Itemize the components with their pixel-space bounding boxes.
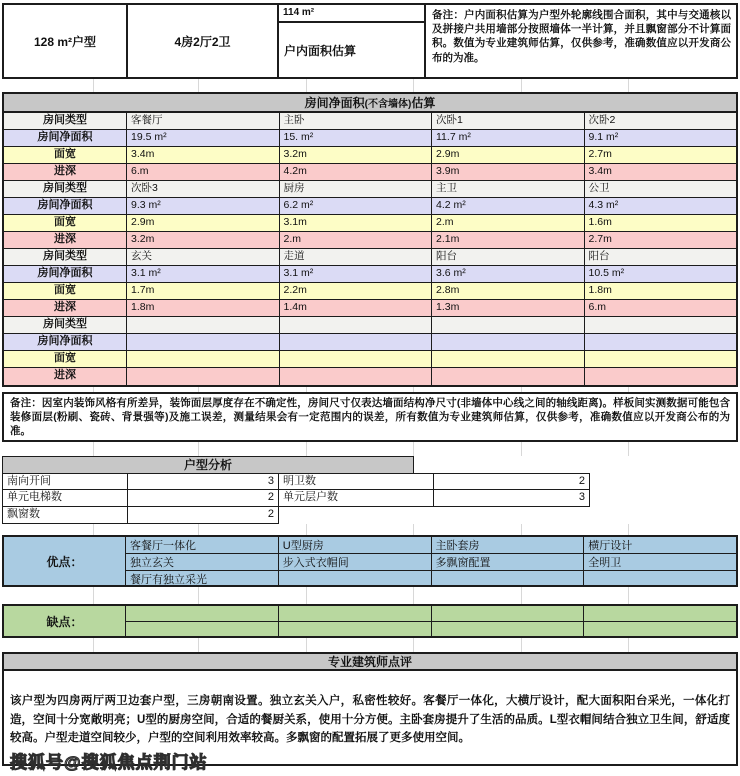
cons-cell — [126, 622, 279, 637]
area-row-label: 房间净面积 — [4, 130, 127, 146]
analysis-table — [2, 456, 590, 524]
area-cell: 3.2m — [280, 147, 433, 163]
area-cell: 2.7m — [588, 233, 612, 245]
pros-row — [126, 537, 736, 554]
area-table-title-sub: (不含墙体) — [364, 99, 412, 110]
area-cell: 6.m — [127, 164, 280, 180]
cons-cell — [279, 606, 432, 621]
area-cell: 10.5 m² — [588, 267, 625, 279]
area-cell: 主卫 — [432, 181, 585, 197]
pros-cell — [584, 571, 736, 587]
area-cell — [585, 351, 737, 367]
area-cell: 2.m — [280, 232, 433, 248]
area-cell — [280, 351, 433, 367]
area-table-row — [4, 147, 736, 164]
cons-row — [126, 606, 736, 622]
area-cell: 2.9m — [432, 147, 585, 163]
pros-cell: 客餐厅一体化 — [126, 537, 279, 553]
area-cell — [127, 317, 280, 333]
pros-rows — [126, 537, 736, 585]
area-row-label: 房间净面积 — [4, 266, 127, 282]
cons-row — [126, 622, 736, 637]
pros-cell: 主卧套房 — [432, 537, 585, 553]
cons-cell — [126, 606, 279, 621]
area-cell: 玄关 — [127, 249, 280, 265]
area-row-label: 进深 — [4, 300, 127, 316]
area-cell: 次卧2 — [588, 114, 616, 126]
sheet-gap — [0, 79, 740, 92]
area-table-row — [4, 215, 736, 232]
pros-cell: 独立玄关 — [126, 554, 279, 570]
area-cell: 3.9m — [432, 164, 585, 180]
area-row-label: 进深 — [4, 368, 127, 385]
inner-area-value: 114 m² — [279, 5, 424, 23]
area-cell: 2.1m — [432, 232, 585, 248]
area-cell: 1.4m — [280, 300, 433, 316]
analysis-label: 单元电梯数 — [2, 490, 128, 507]
pros-row — [126, 554, 736, 571]
area-table-row — [4, 130, 736, 147]
area-table-row — [4, 351, 736, 368]
area-cell: 阳台 — [432, 249, 585, 265]
area-table-row — [4, 232, 736, 249]
area-cell: 2.2m — [280, 283, 433, 299]
cons-cell — [279, 622, 432, 637]
area-table-row — [4, 198, 736, 215]
pros-cell: 横厅设计 — [588, 540, 633, 553]
area-cell — [280, 334, 433, 350]
area-cell: 6.2 m² — [280, 198, 433, 214]
area-cell — [127, 351, 280, 367]
analysis-value: 2 — [128, 507, 279, 524]
area-cell: 11.7 m² — [432, 130, 585, 146]
area-cell: 主卧 — [280, 113, 433, 129]
pros-row — [126, 571, 736, 587]
area-cell: 2.m — [432, 215, 585, 231]
area-cell: 3.1m — [280, 215, 433, 231]
area-row-label: 房间净面积 — [4, 334, 127, 350]
area-cell: 9.3 m² — [127, 198, 280, 214]
header-note: 备注：户内面积估算为户型外轮廓线围合面积，其中与交通核以及拼接户共用墙部分按照墙体一半计算，并且飘窗部分不计算面积。数值为专业建筑师估算，仅供参考，准确数值应以开发商公布的为准。 — [432, 9, 731, 64]
pros-cell — [279, 571, 432, 587]
area-row-label: 房间类型 — [4, 249, 127, 265]
area-cell: 客餐厅 — [127, 113, 280, 129]
area-cell: 次卧3 — [127, 181, 280, 197]
layout-cell: 4房2厅2卫 — [128, 5, 279, 77]
area-table-row — [4, 283, 736, 300]
area-cell — [280, 368, 433, 385]
sohu-watermark: 搜狐号@搜狐焦点荆门站 — [10, 752, 208, 772]
area-row-label: 面宽 — [4, 215, 127, 231]
area-cell: 1.7m — [127, 283, 280, 299]
area-cell: 19.5 m² — [127, 130, 280, 146]
floorplan-analysis-sheet — [0, 3, 740, 772]
area-row-label: 进深 — [4, 232, 127, 248]
review-text: 该户型为四房两厅两卫边套户型，三房朝南设置。独立玄关入户，私密性较好。客餐厅一体化，大横厅设计，配大面积阳台采光，一体化打造，空间十分宽敞明亮；U型的厨房空间，合适的餐厨关系，使用十分方便。主卧套房提升了生活的品质。L型衣帽间结合独立卫生间，舒适度较高。户型走道空间较少，户型的空间利用效率较高。多飘窗的配置拓展了更多使用空间。 — [10, 695, 730, 745]
area-table-row — [4, 266, 736, 283]
area-cell: 公卫 — [588, 182, 610, 194]
area-cell: 3.1 m² — [280, 266, 433, 282]
pros-block — [2, 535, 738, 587]
unit-type-cell: 128 m²户型 — [4, 5, 128, 77]
pros-cell: 多飘窗配置 — [432, 554, 585, 570]
pros-cell: 步入式衣帽间 — [279, 554, 432, 570]
area-table-title — [4, 94, 736, 113]
area-cell: 6.m — [588, 301, 607, 313]
pros-cell: U型厨房 — [279, 537, 432, 553]
header-table — [2, 3, 738, 79]
area-cell: 4.2m — [280, 164, 433, 180]
review-box — [2, 669, 738, 772]
area-row-label: 房间类型 — [4, 181, 127, 197]
area-table-row — [4, 368, 736, 385]
area-row-label: 房间净面积 — [4, 198, 127, 214]
area-cell: 3.4m — [588, 165, 612, 177]
analysis-value: 2 — [434, 473, 590, 490]
area-cell: 2.8m — [432, 283, 585, 299]
area-row-label: 面宽 — [4, 283, 127, 299]
mid-note: 备注：因室内装饰风格有所差异，装饰面层厚度存在不确定性，房间尺寸仅表达墙面结构净尺寸(非墙体中心线之间的轴线距离)。样板间实测数据可能包含装修面层(粉刷、瓷砖、背景强等)及施工误差，测量结果会有一定范围内的误差，所有数值为专业建筑师估算，仅供参考，准确数值应以开发商公布的为准。 — [2, 392, 738, 442]
area-cell — [280, 317, 433, 333]
area-cell: 1.8m — [588, 284, 612, 296]
area-cell — [127, 334, 280, 350]
area-table-row — [4, 113, 736, 130]
room-area-table — [2, 92, 738, 387]
area-table-title-main: 房间净面积 — [304, 96, 365, 110]
area-row-label: 进深 — [4, 164, 127, 180]
analysis-value: 3 — [434, 490, 590, 507]
cons-cell — [584, 606, 736, 621]
area-table-row — [4, 300, 736, 317]
area-cell — [432, 317, 585, 333]
cons-cell — [432, 622, 585, 637]
area-cell: 9.1 m² — [588, 131, 619, 143]
sheet-gap — [0, 587, 740, 604]
analysis-value: 3 — [128, 473, 279, 490]
sheet-gap — [0, 524, 740, 535]
area-cell: 15. m² — [280, 130, 433, 146]
inner-area-label: 户内面积估算 — [284, 43, 357, 58]
sheet-gap — [0, 638, 740, 652]
area-row-label: 面宽 — [4, 147, 127, 163]
area-cell: 走道 — [280, 249, 433, 265]
area-cell: 4.3 m² — [588, 199, 619, 211]
pros-label: 优点： — [4, 537, 126, 585]
cons-block — [2, 604, 738, 638]
area-cell: 3.6 m² — [432, 266, 585, 282]
area-cell — [585, 317, 737, 333]
area-cell: 2.9m — [127, 215, 280, 231]
area-cell — [585, 368, 737, 385]
area-cell: 4.2 m² — [432, 198, 585, 214]
analysis-row — [2, 490, 590, 507]
area-table-row — [4, 181, 736, 198]
pros-cell — [432, 571, 585, 587]
area-cell: 3.1 m² — [127, 266, 280, 282]
cons-cell — [432, 606, 585, 621]
analysis-title: 户型分析 — [2, 456, 414, 473]
analysis-row — [2, 507, 590, 524]
analysis-label: 飘窗数 — [2, 507, 128, 524]
area-cell: 次卧1 — [432, 113, 585, 129]
cons-cell — [584, 622, 736, 637]
analysis-label: 明卫数 — [279, 473, 434, 490]
area-cell: 1.6m — [588, 216, 612, 228]
area-table-row — [4, 334, 736, 351]
cons-rows — [126, 606, 736, 636]
area-row-label: 房间类型 — [4, 113, 127, 129]
area-cell: 1.3m — [432, 300, 585, 316]
area-cell: 厨房 — [280, 181, 433, 197]
area-cell — [432, 368, 585, 385]
area-cell — [432, 334, 585, 350]
analysis-label: 单元层户数 — [279, 490, 434, 507]
analysis-value: 2 — [128, 490, 279, 507]
area-cell: 阳台 — [588, 250, 610, 262]
area-cell: 1.8m — [127, 300, 280, 316]
area-table-row — [4, 249, 736, 266]
analysis-label: 南向开间 — [2, 473, 128, 490]
pros-cell: 餐厅有独立采光 — [126, 571, 279, 587]
area-cell — [585, 334, 737, 350]
area-table-title-tail: 估算 — [411, 96, 436, 110]
cons-label: 缺点： — [4, 606, 126, 636]
area-table-row — [4, 164, 736, 181]
area-cell — [127, 368, 280, 385]
inner-area-cell — [279, 5, 426, 77]
area-cell — [432, 351, 585, 367]
analysis-row — [2, 473, 590, 490]
area-row-label: 面宽 — [4, 351, 127, 367]
pros-cell: 全明卫 — [588, 557, 622, 570]
area-table-row — [4, 317, 736, 334]
area-cell: 3.4m — [127, 147, 280, 163]
review-title: 专业建筑师点评 — [2, 652, 738, 669]
sheet-gap — [0, 442, 740, 456]
area-cell: 3.2m — [127, 232, 280, 248]
area-cell: 2.7m — [588, 148, 612, 160]
area-row-label: 房间类型 — [4, 317, 127, 333]
